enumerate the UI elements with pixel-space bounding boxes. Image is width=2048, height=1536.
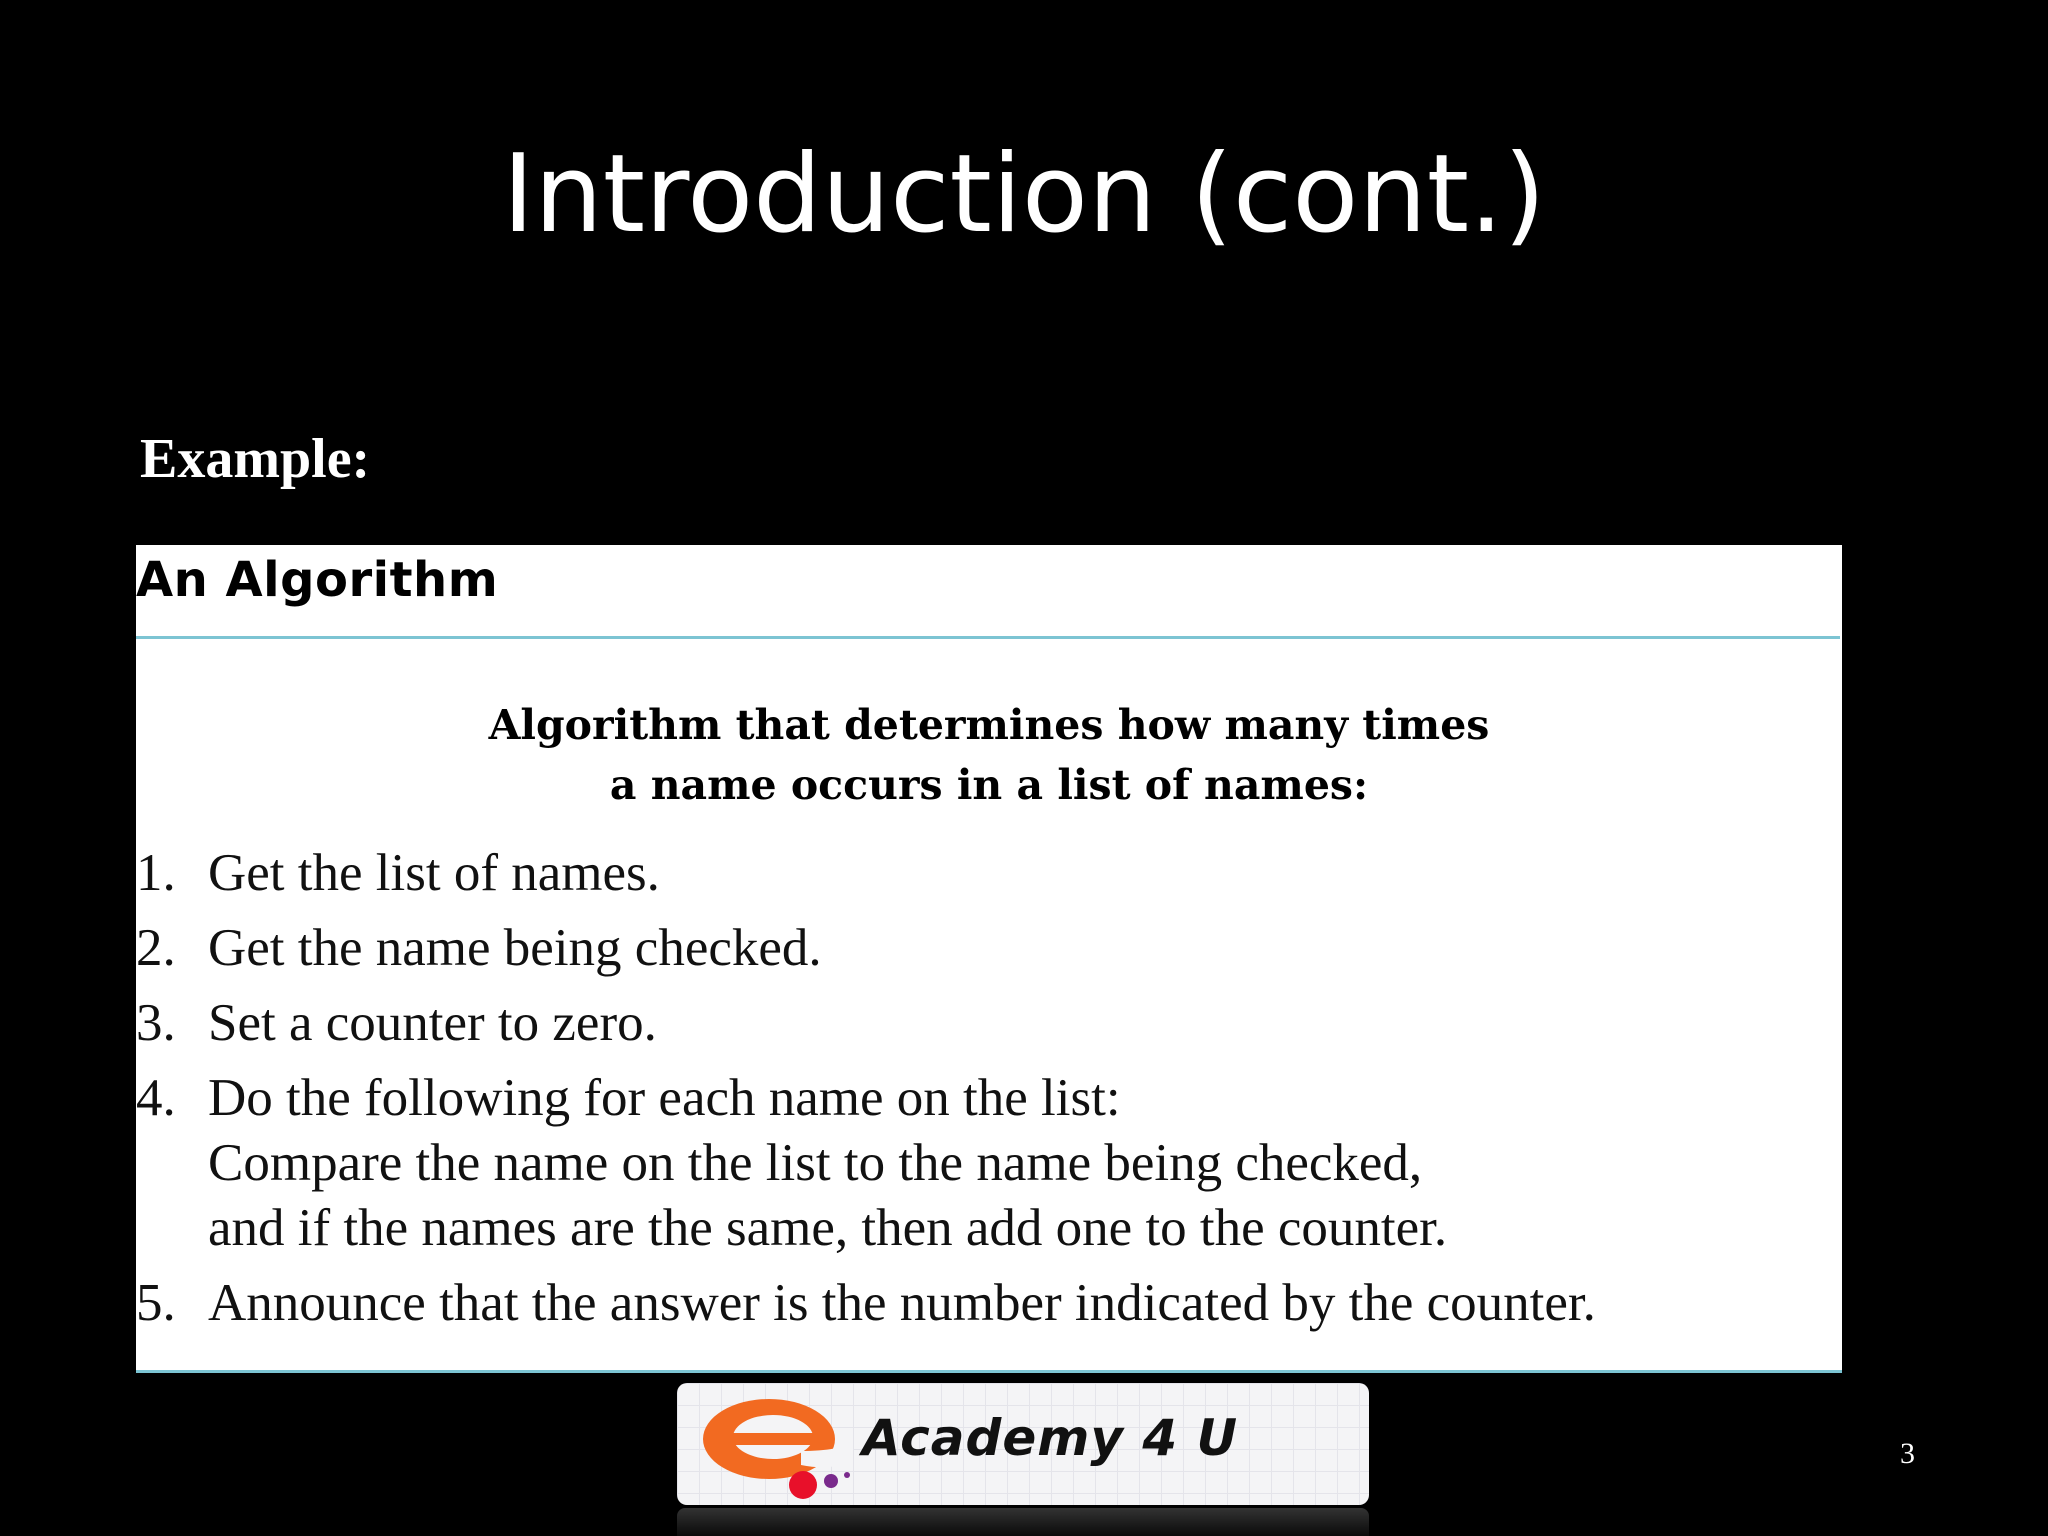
page-number: 3 — [1900, 1437, 1915, 1470]
algorithm-figure — [136, 545, 1842, 1373]
list-item — [136, 841, 1842, 906]
logo-wordmark: Academy 4 U — [862, 1409, 1239, 1467]
list-item — [136, 1271, 1842, 1336]
example-label: Example: — [140, 428, 371, 490]
step-text: Do the following for each name on the list: — [208, 1069, 1121, 1127]
figure-caption — [136, 695, 1842, 815]
step-number: 5. — [136, 1274, 176, 1332]
step-number: 1. — [136, 844, 176, 902]
list-item — [136, 991, 1842, 1056]
slide-title: Introduction (cont.) — [502, 132, 1546, 257]
step-text: Get the list of names. — [208, 844, 660, 902]
step-number: 3. — [136, 994, 176, 1052]
logo-reflection — [677, 1508, 1369, 1536]
step-number: 4. — [136, 1069, 176, 1127]
figure-caption-line: Algorithm that determines how many times — [488, 701, 1490, 749]
figure-bottom-rule — [136, 1370, 1842, 1373]
figure-caption-line: a name occurs in a list of names: — [609, 761, 1369, 809]
step-text: Get the name being checked. — [208, 919, 822, 977]
step-text: Set a counter to zero. — [208, 994, 657, 1052]
step-text: Announce that the answer is the number indicated by the counter. — [208, 1274, 1596, 1332]
step-number: 2. — [136, 919, 176, 977]
step-text: and if the names are the same, then add one to the counter. — [208, 1199, 1448, 1257]
figure-heading: An Algorithm — [136, 552, 499, 608]
academy-logo — [677, 1383, 1369, 1505]
list-item — [136, 916, 1842, 981]
algorithm-step-list — [136, 841, 1842, 1346]
e-letter-logo-icon — [691, 1389, 861, 1501]
list-item — [136, 1066, 1842, 1261]
step-text: Compare the name on the list to the name being checked, — [208, 1134, 1423, 1192]
figure-top-rule — [136, 636, 1840, 639]
